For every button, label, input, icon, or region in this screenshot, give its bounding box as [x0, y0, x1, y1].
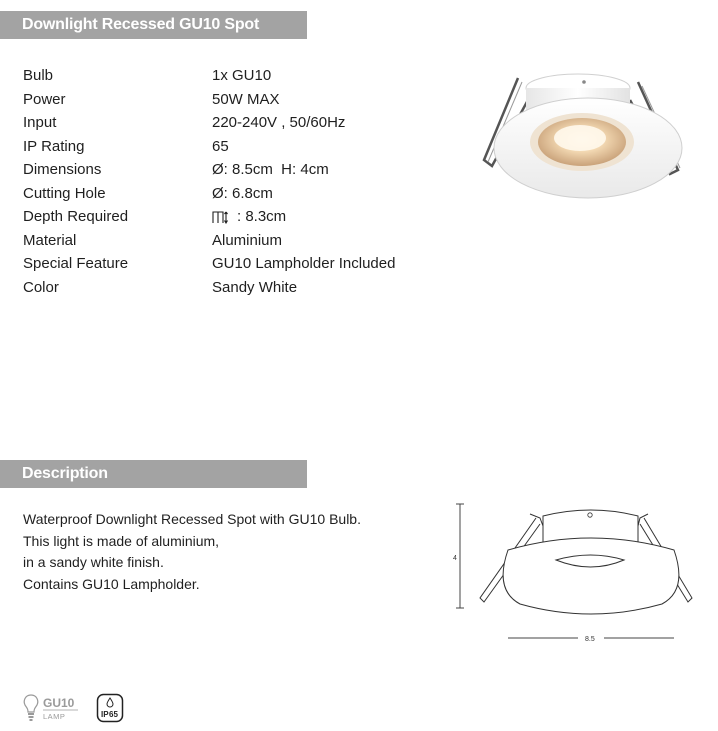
spec-label: Cutting Hole: [23, 184, 106, 202]
width-dimension-label: 8.5: [585, 636, 595, 643]
spec-value: GU10 Lampholder Included: [212, 255, 396, 273]
spec-value: Sandy White: [212, 278, 298, 296]
ip65-badge: [96, 693, 124, 723]
spec-value: 1x GU10: [212, 67, 272, 85]
description-heading: Description: [22, 465, 108, 482]
product-photo: [478, 70, 698, 205]
spec-value: 50W MAX: [212, 90, 280, 108]
spec-label: Depth Required: [23, 208, 129, 226]
spec-label: IP Rating: [23, 137, 85, 155]
spec-row-bulb: [23, 64, 395, 88]
depth-value: : 8.3cm: [237, 208, 287, 226]
spec-label: Dimensions: [23, 161, 102, 179]
gu10-lamp-badge: [22, 693, 80, 723]
spec-row-special-feature: [23, 252, 395, 276]
page-title: Downlight Recessed GU10 Spot: [22, 16, 260, 33]
spec-table: [23, 64, 395, 299]
height-dimension-label: 4: [453, 555, 457, 562]
spec-row-ip-rating: [23, 135, 395, 159]
spec-label: Material: [23, 231, 77, 249]
spec-value-depth: [212, 208, 286, 225]
spec-label: Input: [23, 114, 57, 132]
spec-value: Ø: 8.5cm H: 4cm: [212, 161, 329, 179]
description-line: This light is made of aluminium,: [23, 532, 220, 549]
spec-value: 65: [212, 137, 229, 155]
ip-value-label: 65: [109, 710, 118, 719]
technical-drawing: [448, 500, 710, 648]
bulb-type-label: GU10: [43, 696, 75, 710]
spec-label: Color: [23, 278, 59, 296]
spec-row-dimensions: [23, 158, 395, 182]
spec-row-cutting-hole: [23, 182, 395, 206]
description-line: Contains GU10 Lampholder.: [23, 575, 200, 592]
bulb-icon: [24, 695, 38, 721]
description-text: [23, 509, 361, 595]
spec-row-power: [23, 88, 395, 112]
ip-prefix-label: IP: [101, 710, 109, 719]
spec-label: Power: [23, 90, 66, 108]
spec-value: Aluminium: [212, 231, 283, 249]
spec-row-color: [23, 276, 395, 300]
description-line: in a sandy white finish.: [23, 554, 164, 570]
spec-label: Bulb: [23, 67, 54, 85]
description-line: Waterproof Downlight Recessed Spot with GU10 Bulb.: [23, 511, 361, 527]
spec-row-depth-required: [23, 205, 395, 229]
spec-label: Special Feature: [23, 255, 129, 273]
depth-icon: [212, 210, 234, 224]
spec-value: 220-240V , 50/60Hz: [212, 114, 346, 132]
spec-row-input: [23, 111, 395, 135]
spec-row-material: [23, 229, 395, 253]
specs-section-header: [0, 11, 307, 39]
spec-value: Ø: 6.8cm: [212, 184, 273, 202]
bulb-sub-label: LAMP: [43, 712, 66, 721]
description-section-header: [0, 460, 307, 488]
